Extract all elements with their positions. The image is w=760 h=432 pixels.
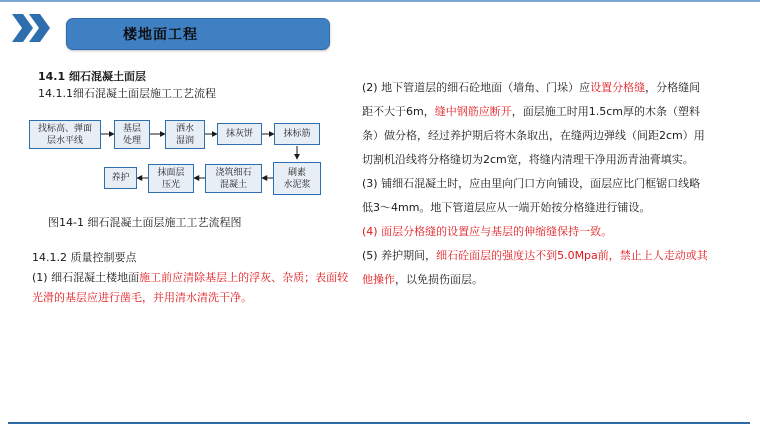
quality-item-4: (4) 面层分格缝的设置应与基层的伸缩缝保持一致。 (362, 225, 613, 238)
quality-item-3: (3) 铺细石混凝土时，应由里向门口方向铺设，面层应比门框锯口线略低3～4mm。地下管道层应从一端开始按分格缝进行铺设。 (362, 177, 701, 214)
flow-step-base-treatment: 基层 处理 (114, 120, 150, 149)
section-heading: 14.1 细石混凝土面层 (38, 70, 146, 83)
flow-step-curing: 养护 (104, 167, 137, 189)
flow-step-set-level: 找标高、弹面 层水平线 (29, 120, 101, 149)
flow-step-screed-strips: 抹标筋 (274, 123, 320, 145)
flow-step-cement-slurry: 刷素 水泥浆 (273, 162, 321, 195)
flow-step-pour-concrete: 浇筑细石 混凝土 (205, 164, 262, 193)
section-subheading: 14.1.1细石混凝土面层施工工艺流程 (38, 87, 216, 100)
page-title: 楼地面工程 (123, 27, 198, 43)
flow-step-mortar-cakes: 抹灰饼 (217, 123, 262, 145)
quality-items-right-column (362, 76, 708, 292)
flow-step-wetting: 洒水 湿润 (165, 120, 205, 149)
bottom-divider (8, 422, 750, 424)
quality-item-2: (2) 地下管道层的细石砼地面（墙角、门垛）应设置分格缝，分格缝间距不大于6m，缝中钢筋应断开，面层施工时用1.5cm厚的木条（塑料条）做分格，经过养护期后将木条取出，在缝两边弹线（间距2cm）用切割机沿线将分格缝切为2cm宽，将缝内清理干净用沥青油膏填实。 (362, 81, 705, 166)
quality-heading: 14.1.2 质量控制要点 (32, 251, 137, 264)
figure-caption: 图14-1 细石混凝土面层施工工艺流程图 (48, 216, 242, 229)
flow-step-trowel-finish: 抹面层 压光 (148, 164, 194, 193)
quality-item-1: (1) 细石混凝土楼地面施工前应清除基层上的浮灰、杂质；表面较光滑的基层应进行凿毛，并用清水清洗干净。 (32, 271, 349, 304)
quality-item-5: (5) 养护期间，细石砼面层的强度达不到5.0Mpa前，禁止上人走动或其他操作，以免损伤面层。 (362, 249, 708, 286)
